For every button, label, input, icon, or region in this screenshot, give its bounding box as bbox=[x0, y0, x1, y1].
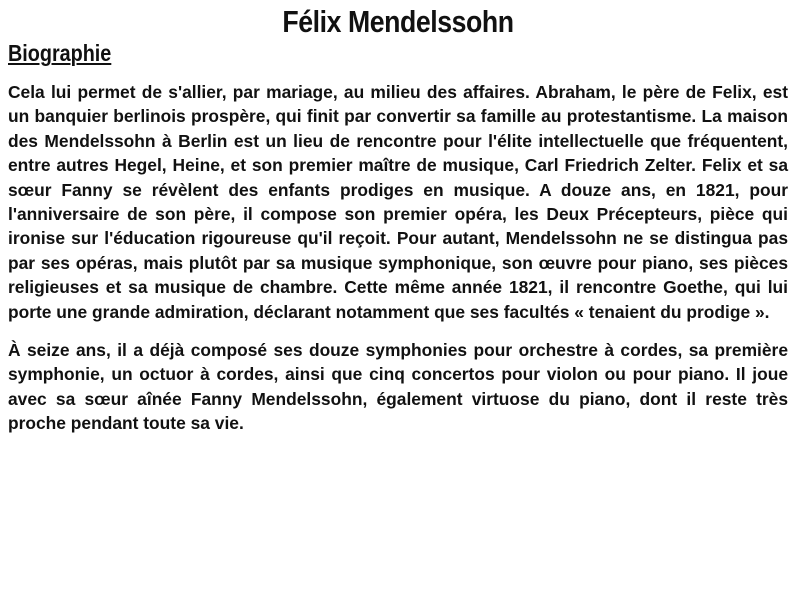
section-heading-wrapper bbox=[8, 40, 788, 80]
paragraph-1: Cela lui permet de s'allier, par mariage, au milieu des affaires. Abraham, le père de Felix, est un banquier berlinois prospère, qui finit par convertir sa famille au protestantisme. La maison des Mendelssohn à Berlin est un lieu de rencontre pour l'élite intellectuelle que fréquentent, entre autres Hegel, Heine, et son premier maître de musique, Carl Friedrich Zelter. Felix et sa sœur Fanny se révèlent des enfants prodiges en musique. A douze ans, en 1821, pour l'anniversaire de son père, il compose son premier opéra, les Deux Précepteurs, pièce qui ironise sur l'éducation rigoureuse qu'il reçoit. Pour autant, Mendelssohn ne se distingua pas par ses opéras, mais plutôt par sa musique symphonique, son œuvre pour piano, ses pièces religieuses et sa musique de chambre. Cette même année 1821, il rencontre Goethe, qui lui porte une grande admiration, déclarant notamment que ses facultés « tenaient du prodige ». bbox=[8, 82, 788, 322]
section-heading: Biographie bbox=[8, 40, 112, 66]
page-title: Félix Mendelssohn bbox=[282, 4, 514, 39]
paragraph-2: À seize ans, il a déjà composé ses douze symphonies pour orchestre à cordes, sa première symphonie, un octuor à cordes, ainsi que cinq concertos pour violon ou pour piano. Il joue avec sa sœur aînée Fanny Mendelssohn, également virtuose du piano, dont il reste très proche pendant toute sa vie. bbox=[8, 340, 788, 434]
